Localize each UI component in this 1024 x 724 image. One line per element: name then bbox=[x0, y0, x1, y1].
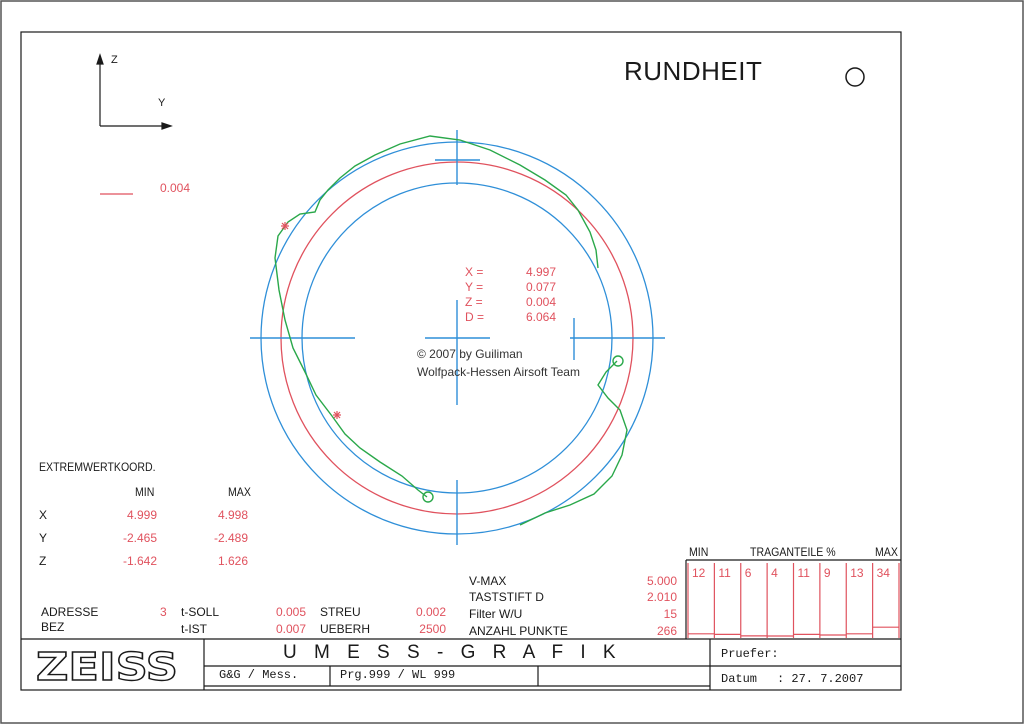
filter-label: Filter W/U bbox=[469, 607, 523, 621]
extreme-row-x-axis: X bbox=[39, 508, 48, 522]
extreme-row-z-axis: Z bbox=[39, 554, 47, 568]
extreme-row-y-axis: Y bbox=[39, 531, 48, 545]
ueberh-label: UEBERH bbox=[320, 622, 371, 636]
traganteile-value: 11 bbox=[718, 566, 731, 580]
punkte-value: 266 bbox=[656, 624, 677, 638]
traganteile-value: 13 bbox=[850, 566, 864, 580]
t-ist-value: 0.007 bbox=[275, 622, 306, 636]
center-y-label: Y = bbox=[465, 280, 484, 294]
adresse-value: 3 bbox=[160, 605, 167, 619]
traganteile-value: 9 bbox=[823, 566, 831, 580]
ueberh-value: 2500 bbox=[419, 622, 446, 636]
extreme-row-z-max: 1.626 bbox=[217, 554, 248, 568]
filter-value: 15 bbox=[663, 607, 677, 621]
traganteile-min-label: MIN bbox=[689, 545, 709, 559]
extremes-heading: EXTREMWERTKOORD. bbox=[39, 460, 156, 474]
t-soll-label: t-SOLL bbox=[181, 605, 220, 619]
traganteile-value: 34 bbox=[876, 566, 890, 580]
watermark-line-2: Wolfpack-Hessen Airsoft Team bbox=[417, 365, 580, 379]
traganteile-title: TRAGANTEILE % bbox=[750, 545, 836, 559]
traganteile-value: 4 bbox=[771, 566, 778, 580]
extreme-row-y-max: -2.489 bbox=[213, 531, 248, 545]
t-soll-value: 0.005 bbox=[275, 605, 306, 619]
extreme-row-x-min: 4.999 bbox=[126, 508, 157, 522]
taststift-label: TASTSTIFT D bbox=[469, 590, 544, 604]
traganteile-value: 11 bbox=[797, 566, 810, 580]
streu-value: 0.002 bbox=[415, 605, 446, 619]
extreme-row-y-min: -2.465 bbox=[122, 531, 157, 545]
footer-cell-program: Prg.999 / WL 999 bbox=[340, 668, 456, 682]
bez-label: BEZ bbox=[41, 620, 65, 634]
footer-cell-mess: G&G / Mess. bbox=[219, 668, 299, 682]
vmax-label: V-MAX bbox=[469, 574, 507, 588]
center-d-label: D = bbox=[465, 310, 485, 324]
watermark-line-1: © 2007 by Guiliman bbox=[417, 347, 523, 361]
center-y-value: 0.077 bbox=[526, 280, 557, 294]
axis-system-icon bbox=[97, 55, 171, 129]
center-x-value: 4.997 bbox=[526, 265, 557, 279]
axis-z-label: Z bbox=[111, 54, 118, 66]
svg-text:ZEISS: ZEISS bbox=[36, 645, 178, 689]
drawing-frame bbox=[21, 32, 901, 690]
center-z-label: Z = bbox=[465, 295, 483, 309]
axis-y-label: Y bbox=[158, 97, 166, 109]
extreme-row-z-min: -1.642 bbox=[122, 554, 157, 568]
extremes-col-min: MIN bbox=[135, 485, 155, 499]
traganteile-value: 12 bbox=[692, 566, 706, 580]
extremes-col-max: MAX bbox=[228, 485, 251, 499]
crosshair bbox=[250, 130, 665, 545]
roundness-symbol-icon bbox=[846, 68, 864, 86]
zeiss-logo bbox=[36, 645, 178, 689]
datum-value: : 27. 7.2007 bbox=[777, 672, 864, 686]
page-title: RUNDHEIT bbox=[624, 56, 763, 86]
traganteile-value: 6 bbox=[744, 566, 752, 580]
taststift-value: 2.010 bbox=[646, 590, 677, 604]
legend-value: 0.004 bbox=[160, 181, 191, 195]
center-d-value: 6.064 bbox=[526, 310, 557, 324]
traganteile-max-label: MAX bbox=[875, 545, 898, 559]
center-x-label: X = bbox=[465, 265, 484, 279]
t-ist-label: t-IST bbox=[181, 622, 207, 636]
extreme-row-x-max: 4.998 bbox=[217, 508, 248, 522]
banner-title: U M E S S - G R A F I K bbox=[283, 642, 622, 663]
datum-label: Datum bbox=[721, 672, 758, 686]
punkte-label: ANZAHL PUNKTE bbox=[469, 624, 568, 638]
adresse-label: ADRESSE bbox=[41, 605, 99, 619]
vmax-value: 5.000 bbox=[646, 574, 677, 588]
streu-label: STREU bbox=[320, 605, 361, 619]
pruefer-label: Pruefer: bbox=[721, 647, 779, 661]
center-z-value: 0.004 bbox=[526, 295, 557, 309]
